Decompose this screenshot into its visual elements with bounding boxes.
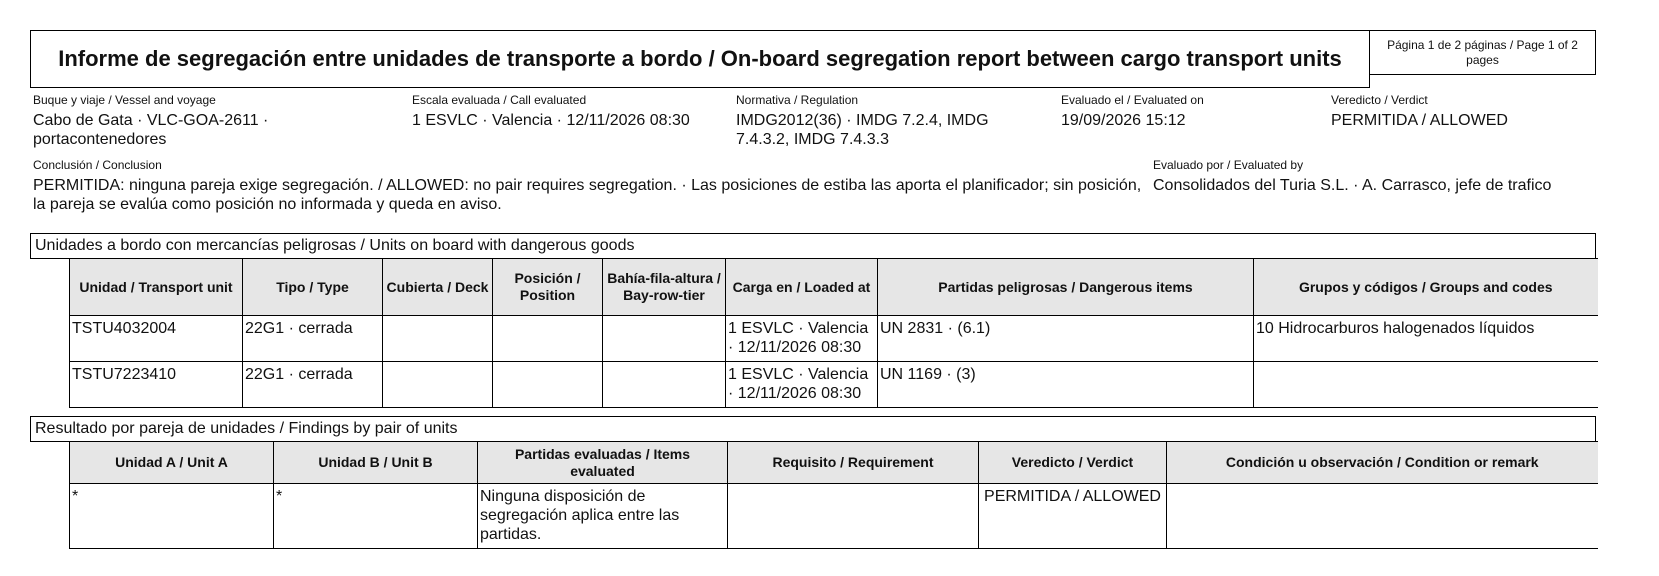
regulation-label: Normativa / Regulation <box>736 93 859 107</box>
cell-dangerous-items: UN 1169 · (3) <box>878 362 1254 408</box>
pairs-col-remark: Condición u observación / Condition or remark <box>1167 442 1598 484</box>
units-col-loaded-at: Carga en / Loaded at <box>726 259 878 316</box>
cell-position <box>493 362 603 408</box>
table-row <box>70 362 1598 408</box>
units-col-unit: Unidad / Transport unit <box>70 259 243 316</box>
cell-unit-b: * <box>274 484 478 549</box>
units-section-title: Unidades a bordo con mercancías peligrosas / Units on board with dangerous goods <box>30 233 1596 259</box>
cell-loaded-at: 1 ESVLC · Valencia · 12/11/2026 08:30 <box>726 316 878 362</box>
cell-type: 22G1 · cerrada <box>243 316 383 362</box>
cell-unit-a: * <box>70 484 274 549</box>
pairs-col-items: Partidas evaluadas / Items evaluated <box>478 442 728 484</box>
evaluated-on-value: 19/09/2026 15:12 <box>1061 112 1186 129</box>
pairs-col-unit-a: Unidad A / Unit A <box>70 442 274 484</box>
cell-position <box>493 316 603 362</box>
conclusion-label: Conclusión / Conclusion <box>33 158 162 172</box>
cell-unit: TSTU7223410 <box>70 362 243 408</box>
units-col-groups-codes: Grupos y códigos / Groups and codes <box>1254 259 1598 316</box>
pairs-header-row <box>70 442 1598 484</box>
verdict-label: Veredicto / Verdict <box>1331 93 1428 107</box>
page-indicator: Página 1 de 2 páginas / Page 1 of 2 pages <box>1369 30 1596 75</box>
pairs-col-verdict: Veredicto / Verdict <box>979 442 1167 484</box>
cell-deck <box>383 316 493 362</box>
pairs-col-requirement: Requisito / Requirement <box>728 442 979 484</box>
units-col-position: Posición / Position <box>493 259 603 316</box>
call-value: 1 ESVLC · Valencia · 12/11/2026 08:30 <box>412 112 690 129</box>
report-title: Informe de segregación entre unidades de transporte a bordo / On-board segregation report between cargo transport units <box>30 30 1370 88</box>
cell-requirement <box>728 484 979 549</box>
cell-bay-row-tier <box>603 316 726 362</box>
cell-dangerous-items: UN 2831 · (6.1) <box>878 316 1254 362</box>
cell-groups-codes <box>1254 362 1598 408</box>
call-label: Escala evaluada / Call evaluated <box>412 93 587 107</box>
cell-groups-codes: 10 Hidrocarburos halogenados líquidos <box>1254 316 1598 362</box>
pairs-table <box>69 441 1598 549</box>
units-col-deck: Cubierta / Deck <box>383 259 493 316</box>
evaluated-on-label: Evaluado el / Evaluated on <box>1061 93 1204 107</box>
cell-items: Ninguna disposición de segregación aplica entre las partidas. <box>478 484 728 549</box>
cell-deck <box>383 362 493 408</box>
cell-loaded-at: 1 ESVLC · Valencia · 12/11/2026 08:30 <box>726 362 878 408</box>
cell-unit: TSTU4032004 <box>70 316 243 362</box>
evaluated-by-value: Consolidados del Turia S.L. · A. Carrasco, jefe de trafico <box>1153 177 1552 194</box>
table-row <box>70 316 1598 362</box>
cell-remark <box>1167 484 1598 549</box>
units-table <box>69 258 1598 408</box>
pairs-col-unit-b: Unidad B / Unit B <box>274 442 478 484</box>
vessel-label: Buque y viaje / Vessel and voyage <box>33 93 216 107</box>
units-col-dangerous-items: Partidas peligrosas / Dangerous items <box>878 259 1254 316</box>
regulation-value: IMDG2012(36) · IMDG 7.2.4, IMDG 7.4.3.2, IMDG 7.4.3.3 <box>736 112 989 148</box>
units-col-bay-row-tier: Bahía-fila-altura / Bay-row-tier <box>603 259 726 316</box>
cell-bay-row-tier <box>603 362 726 408</box>
cell-verdict: PERMITIDA / ALLOWED <box>979 484 1167 549</box>
units-col-type: Tipo / Type <box>243 259 383 316</box>
conclusion-value: PERMITIDA: ninguna pareja exige segregación. / ALLOWED: no pair requires segregation. · Las posiciones de estiba las aporta el planificador; sin posición, la pareja se evalúa como posición no informada y queda en aviso. <box>33 177 1142 213</box>
cell-type: 22G1 · cerrada <box>243 362 383 408</box>
evaluated-by-label: Evaluado por / Evaluated by <box>1153 158 1304 172</box>
verdict-value: PERMITIDA / ALLOWED <box>1331 112 1508 129</box>
vessel-value: Cabo de Gata · VLC-GOA-2611 · portacontenedores <box>33 112 269 148</box>
table-row <box>70 484 1598 549</box>
units-header-row <box>70 259 1598 316</box>
pairs-section-title: Resultado por pareja de unidades / Findings by pair of units <box>30 416 1596 442</box>
